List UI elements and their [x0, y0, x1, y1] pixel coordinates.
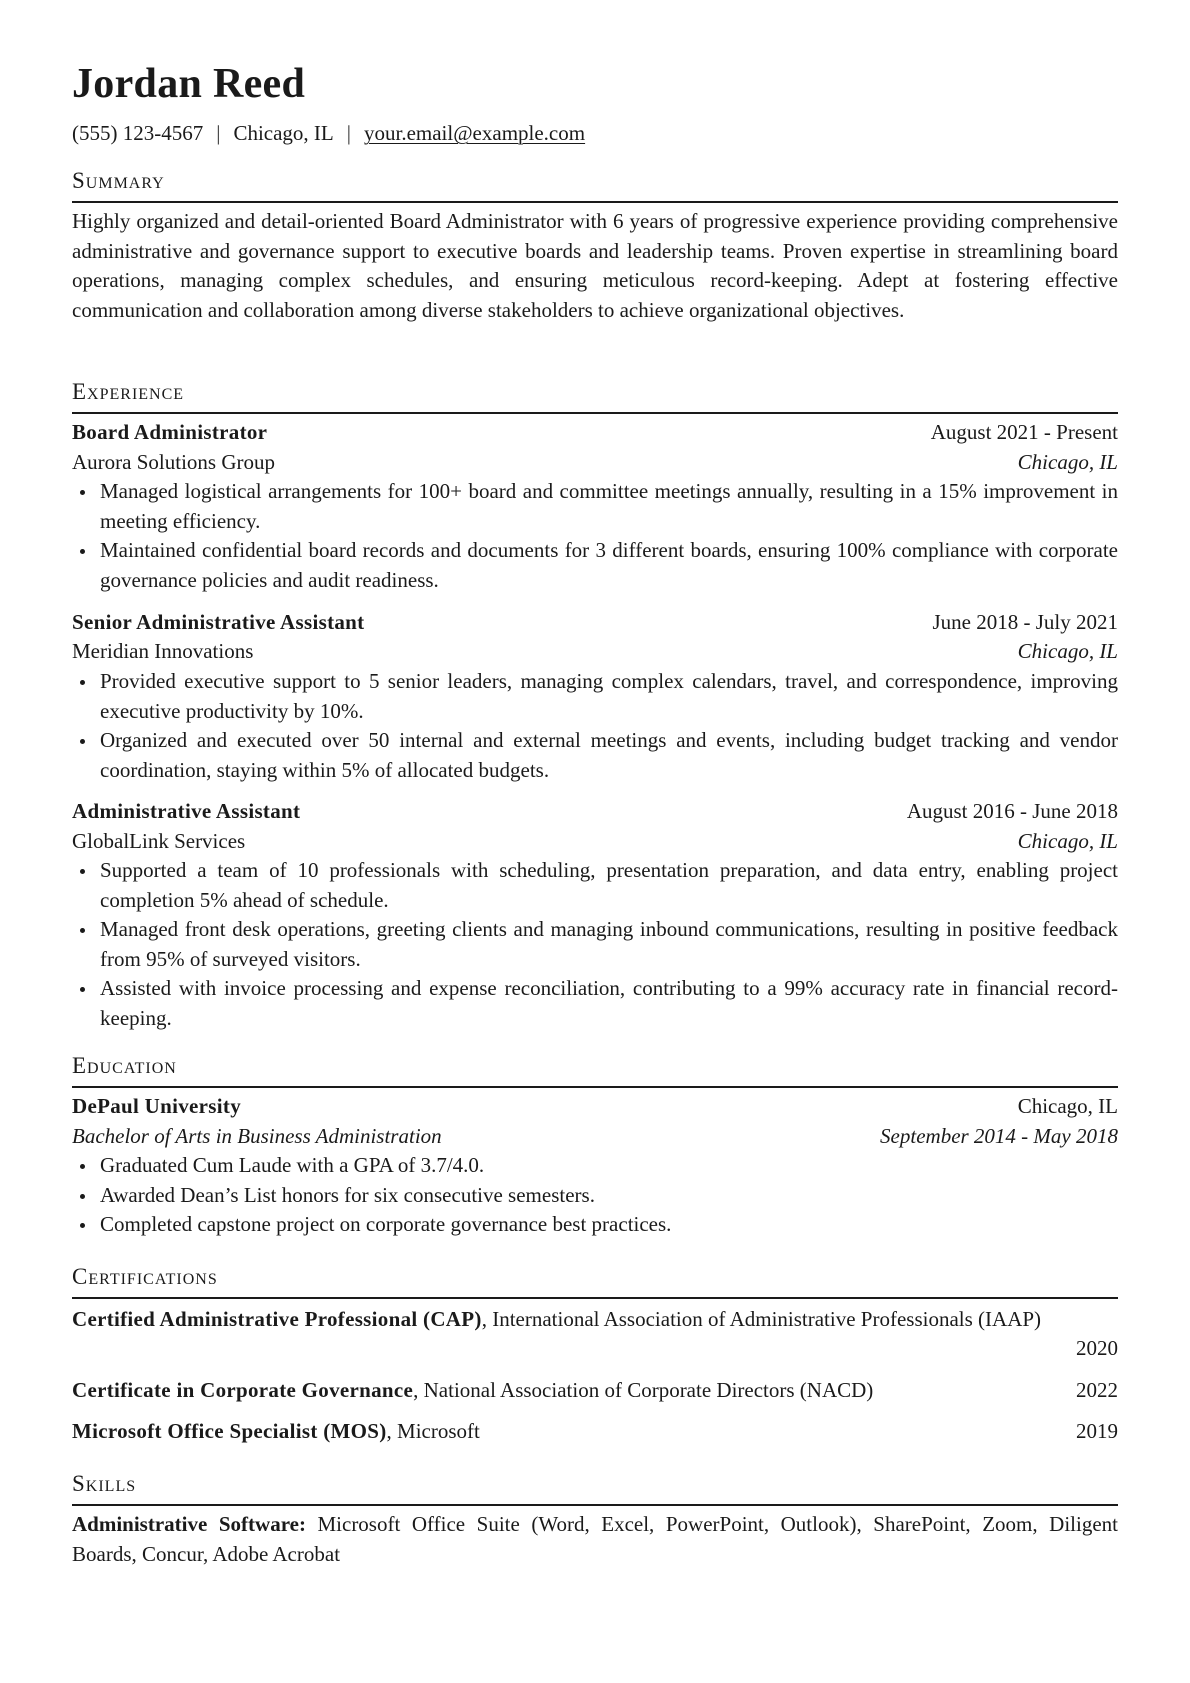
phone: (555) 123-4567 [72, 121, 204, 145]
job-header [72, 608, 1118, 638]
section-rule [72, 412, 1118, 414]
contact-line [72, 120, 585, 146]
education-dates: September 2014 - May 2018 [880, 1124, 1118, 1148]
certification-item [72, 1417, 1118, 1447]
section-heading-education: Education [72, 1053, 177, 1078]
job-location: Chicago, IL [1017, 450, 1118, 474]
school-name: DePaul University [72, 1094, 241, 1118]
certification-issuer: , National Association of Corporate Directors (NACD) [413, 1378, 874, 1402]
school-location: Chicago, IL [1017, 1094, 1118, 1118]
section-rule [72, 201, 1118, 203]
list-item: Graduated Cum Laude with a GPA of 3.7/4.0. [72, 1151, 1118, 1181]
separator: | [346, 121, 351, 145]
section-heading-skills: Skills [72, 1471, 137, 1496]
skills-label: Administrative Software: [72, 1512, 306, 1536]
job-bullets [72, 477, 1118, 595]
education-bullets [72, 1151, 1118, 1240]
certification-name: Certified Administrative Professional (CAP) [72, 1307, 482, 1331]
section-heading-experience: Experience [72, 379, 185, 404]
skills-entry [72, 1510, 1118, 1569]
job-dates: August 2016 - June 2018 [906, 799, 1118, 823]
job-bullets [72, 856, 1118, 1034]
list-item: Assisted with invoice processing and expense reconciliation, contributing to a 99% accuracy rate in financial record-keeping. [72, 974, 1118, 1033]
job-dates: June 2018 - July 2021 [932, 610, 1118, 634]
list-item: Managed front desk operations, greeting clients and managing inbound communications, resulting in positive feedback from 95% of surveyed visitors. [72, 915, 1118, 974]
job-dates: August 2021 - Present [930, 420, 1118, 444]
certification-year: 2019 [1076, 1419, 1118, 1443]
certification-item [72, 1376, 1118, 1406]
list-item: Maintained confidential board records and documents for 3 different boards, ensuring 100% compliance with corporate governance policies and audit readiness. [72, 536, 1118, 595]
separator: | [216, 121, 221, 145]
summary-text: Highly organized and detail-oriented Board Administrator with 6 years of progressive experience providing comprehensive administrative and governance support to executive boards and leadership teams. Proven expertise in streamlining board operations, managing complex schedules, and ensuring meticulous record-keeping. Adept at fostering effective communication and collaboration among diverse stakeholders to achieve organizational objectives. [72, 209, 1118, 322]
certification-issuer: , International Association of Administrative Professionals (IAAP) [481, 1307, 1042, 1331]
section-rule [72, 1504, 1118, 1506]
job-subheader [72, 448, 1118, 478]
list-item: Organized and executed over 50 internal and external meetings and events, including budget tracking and vendor coordination, staying within 5% of allocated budgets. [72, 726, 1118, 785]
certification-name: Certificate in Corporate Governance [72, 1378, 414, 1402]
section-heading-summary: Summary [72, 168, 165, 193]
degree: Bachelor of Arts in Business Administration [72, 1124, 442, 1148]
certification-issuer: , Microsoft [386, 1419, 480, 1443]
list-item: Awarded Dean’s List honors for six consecutive semesters. [72, 1181, 1118, 1211]
section-rule [72, 1086, 1118, 1088]
job-subheader [72, 637, 1118, 667]
location: Chicago, IL [233, 121, 334, 145]
email-link[interactable]: your.email@example.com [363, 121, 586, 145]
company: GlobalLink Services [72, 829, 246, 853]
list-item: Provided executive support to 5 senior leaders, managing complex calendars, travel, and correspondence, improving executive productivity by 10%. [72, 667, 1118, 726]
job-header [72, 797, 1118, 827]
job-header [72, 418, 1118, 448]
job-title: Administrative Assistant [72, 799, 301, 823]
list-item: Supported a team of 10 professionals with scheduling, presentation preparation, and data entry, enabling project completion 5% ahead of schedule. [72, 856, 1118, 915]
company: Aurora Solutions Group [72, 450, 275, 474]
job-location: Chicago, IL [1017, 829, 1118, 853]
job-title: Senior Administrative Assistant [72, 610, 365, 634]
candidate-name: Jordan Reed [72, 61, 306, 107]
list-item: Managed logistical arrangements for 100+ board and committee meetings annually, resulting in a 15% improvement in meeting efficiency. [72, 477, 1118, 536]
education-header [72, 1092, 1118, 1122]
certification-name: Microsoft Office Specialist (MOS) [72, 1419, 387, 1443]
list-item: Completed capstone project on corporate governance best practices. [72, 1210, 1118, 1240]
job-bullets [72, 667, 1118, 785]
education-subheader [72, 1122, 1118, 1152]
skills-value: Microsoft Office Suite (Word, Excel, PowerPoint, Outlook), SharePoint, Zoom, Diligent Boards, Concur, Adobe Acrobat [72, 1512, 1118, 1566]
job-location: Chicago, IL [1017, 639, 1118, 663]
job-subheader [72, 827, 1118, 857]
section-heading-certifications: Certifications [72, 1264, 218, 1289]
company: Meridian Innovations [72, 639, 254, 663]
certification-year: 2022 [1076, 1378, 1118, 1402]
certification-item [72, 1305, 1118, 1364]
section-rule [72, 1297, 1118, 1299]
job-title: Board Administrator [72, 420, 268, 444]
certification-year: 2020 [1076, 1336, 1118, 1361]
